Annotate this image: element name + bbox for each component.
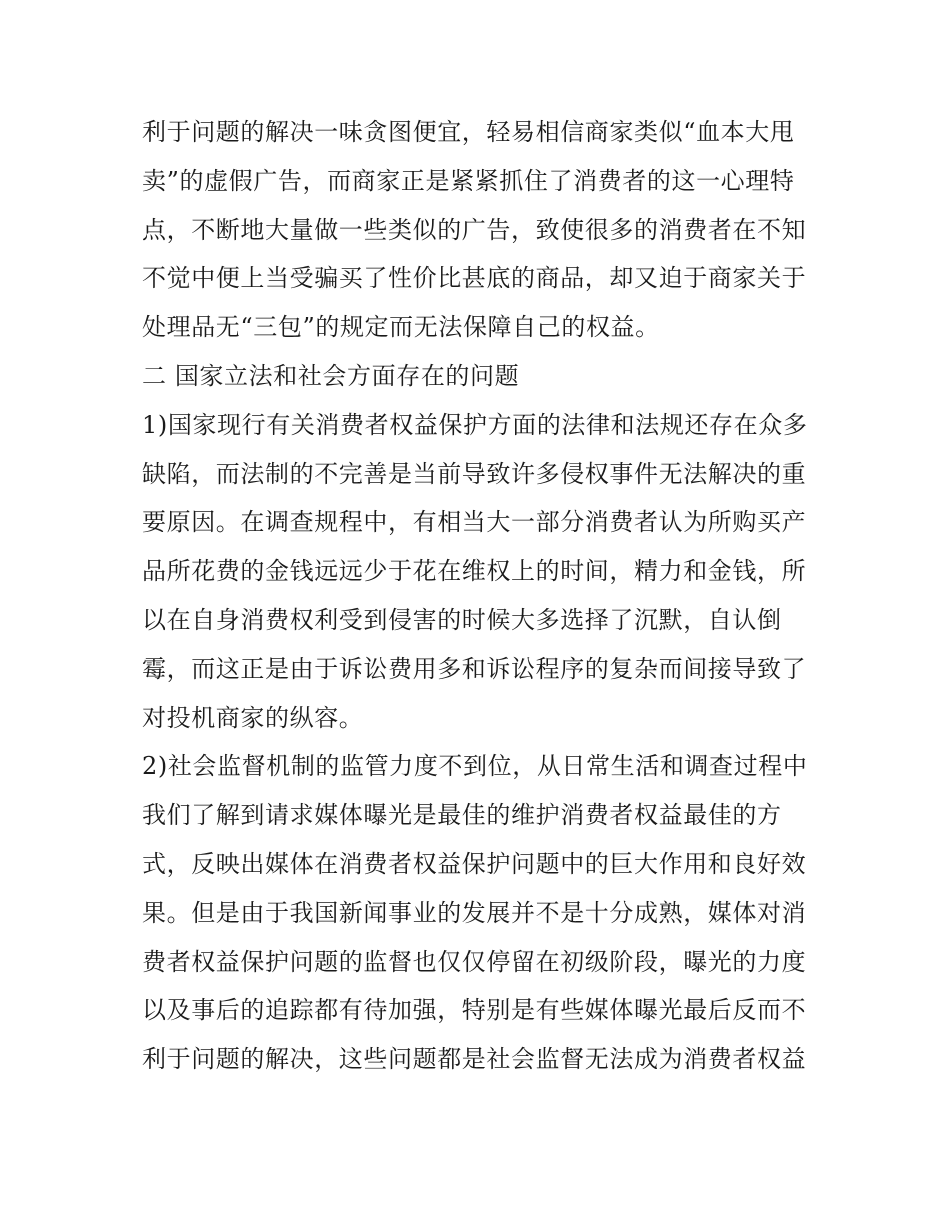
text-line: 利于问题的解决，这些问题都是社会监督无法成为消费者权益 bbox=[142, 1045, 807, 1074]
text-line: 式，反映出媒体在消费者权益保护问题中的巨大作用和良好效 bbox=[142, 849, 807, 878]
text-line: 不觉中便上当受骗买了性价比甚底的商品，却又迫于商家关于 bbox=[142, 264, 807, 293]
text-line: 处理品无“三包”的规定而无法保障自己的权益。 bbox=[142, 313, 660, 342]
text-line: 1)国家现行有关消费者权益保护方面的法律和法规还存在众多 bbox=[142, 410, 808, 439]
text-line: 我们了解到请求媒体曝光是最佳的维护消费者权益最佳的方 bbox=[142, 801, 782, 830]
text-line: 果。但是由于我国新闻事业的发展并不是十分成熟，媒体对消 bbox=[142, 898, 807, 927]
text-line: 对投机商家的纵容。 bbox=[142, 703, 364, 732]
text-line: 以及事后的追踪都有待加强，特别是有些媒体曝光最后反而不 bbox=[142, 996, 807, 1025]
text-line: 缺陷，而法制的不完善是当前导致许多侵权事件无法解决的重 bbox=[142, 459, 807, 488]
text-line: 点，不断地大量做一些类似的广告，致使很多的消费者在不知 bbox=[142, 215, 807, 244]
text-line: 以在自身消费权利受到侵害的时候大多选择了沉默，自认倒 bbox=[142, 605, 782, 634]
text-line: 卖”的虚假广告，而商家正是紧紧抓住了消费者的这一心理特 bbox=[142, 166, 795, 195]
text-line: 霉，而这正是由于诉讼费用多和诉讼程序的复杂而间接导致了 bbox=[142, 654, 807, 683]
text-line: 要原因。在调查规程中，有相当大一部分消费者认为所购买产 bbox=[142, 508, 807, 537]
document-body bbox=[142, 108, 822, 1084]
text-line: 利于问题的解决一味贪图便宜，轻易相信商家类似“血本大甩 bbox=[142, 118, 795, 146]
text-line: 品所花费的金钱远远少于花在维权上的时间，精力和金钱，所 bbox=[142, 557, 807, 586]
section-heading: 二 国家立法和社会方面存在的问题 bbox=[142, 361, 520, 390]
text-line: 费者权益保护问题的监督也仅仅停留在初级阶段，曝光的力度 bbox=[142, 947, 807, 976]
text-line: 2)社会监督机制的监管力度不到位，从日常生活和调查过程中 bbox=[142, 752, 808, 781]
